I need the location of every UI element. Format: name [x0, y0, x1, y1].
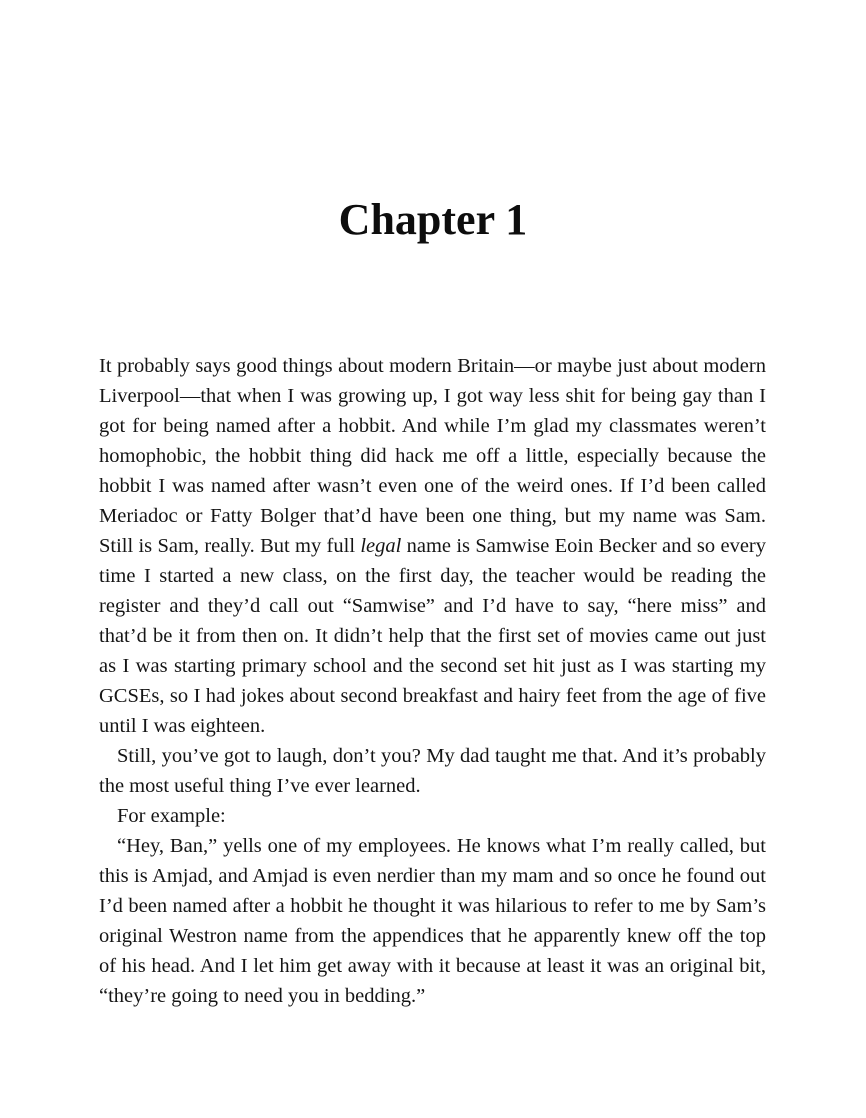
paragraph-3: For example: [117, 805, 226, 827]
page-text [99, 351, 766, 1011]
paragraph-2: Still, you’ve got to laugh, don’t you? My dad taught me that. And it’s probably the most useful thing I’ve ever learned. [99, 745, 766, 797]
paragraph-4: “Hey, Ban,” yells one of my employees. He knows what I’m really called, but this is Amjad, and Amjad is even nerdier than my mam and so once he found out I’d been named after a hobbit he thought it was hilarious to refer to me by Sam’s original Westron name from the appendices that he apparently knew off the top of his head. And I let him get away with it because at least it was an original bit, “they’re going to need you in bedding.” [99, 835, 766, 1007]
chapter-heading: Chapter 1 [338, 195, 528, 244]
paragraph-1-segment-1: It probably says good things about modern Britain—or maybe just about modern Liverpool—that when I was growing up, I got way less shit for being gay than I got for being named after a hobbit. And while I’m glad my classmates weren’t homophobic, the hobbit thing did hack me off a little, especially because the hobbit I was named after wasn’t even one of the weird ones. If I’d been called Meriadoc or Fatty Bolger that’d have been one thing, but my name was Sam. Still is Sam, really. But my full [99, 355, 766, 557]
paragraph-1 [99, 351, 766, 741]
paragraph-1-italic-word: legal [360, 535, 402, 557]
paragraph-1-segment-3: name is Samwise Eoin Becker and so every time I started a new class, on the first day, the teacher would be reading the register and they’d call out “Samwise” and I’d have to say, “here miss” and that’d be it from then on. It didn’t help that the first set of movies came out just as I was starting primary school and the second set hit just as I was starting my GCSEs, so I had jokes about second breakfast and hairy feet from the age of five until I was eighteen. [99, 535, 766, 737]
